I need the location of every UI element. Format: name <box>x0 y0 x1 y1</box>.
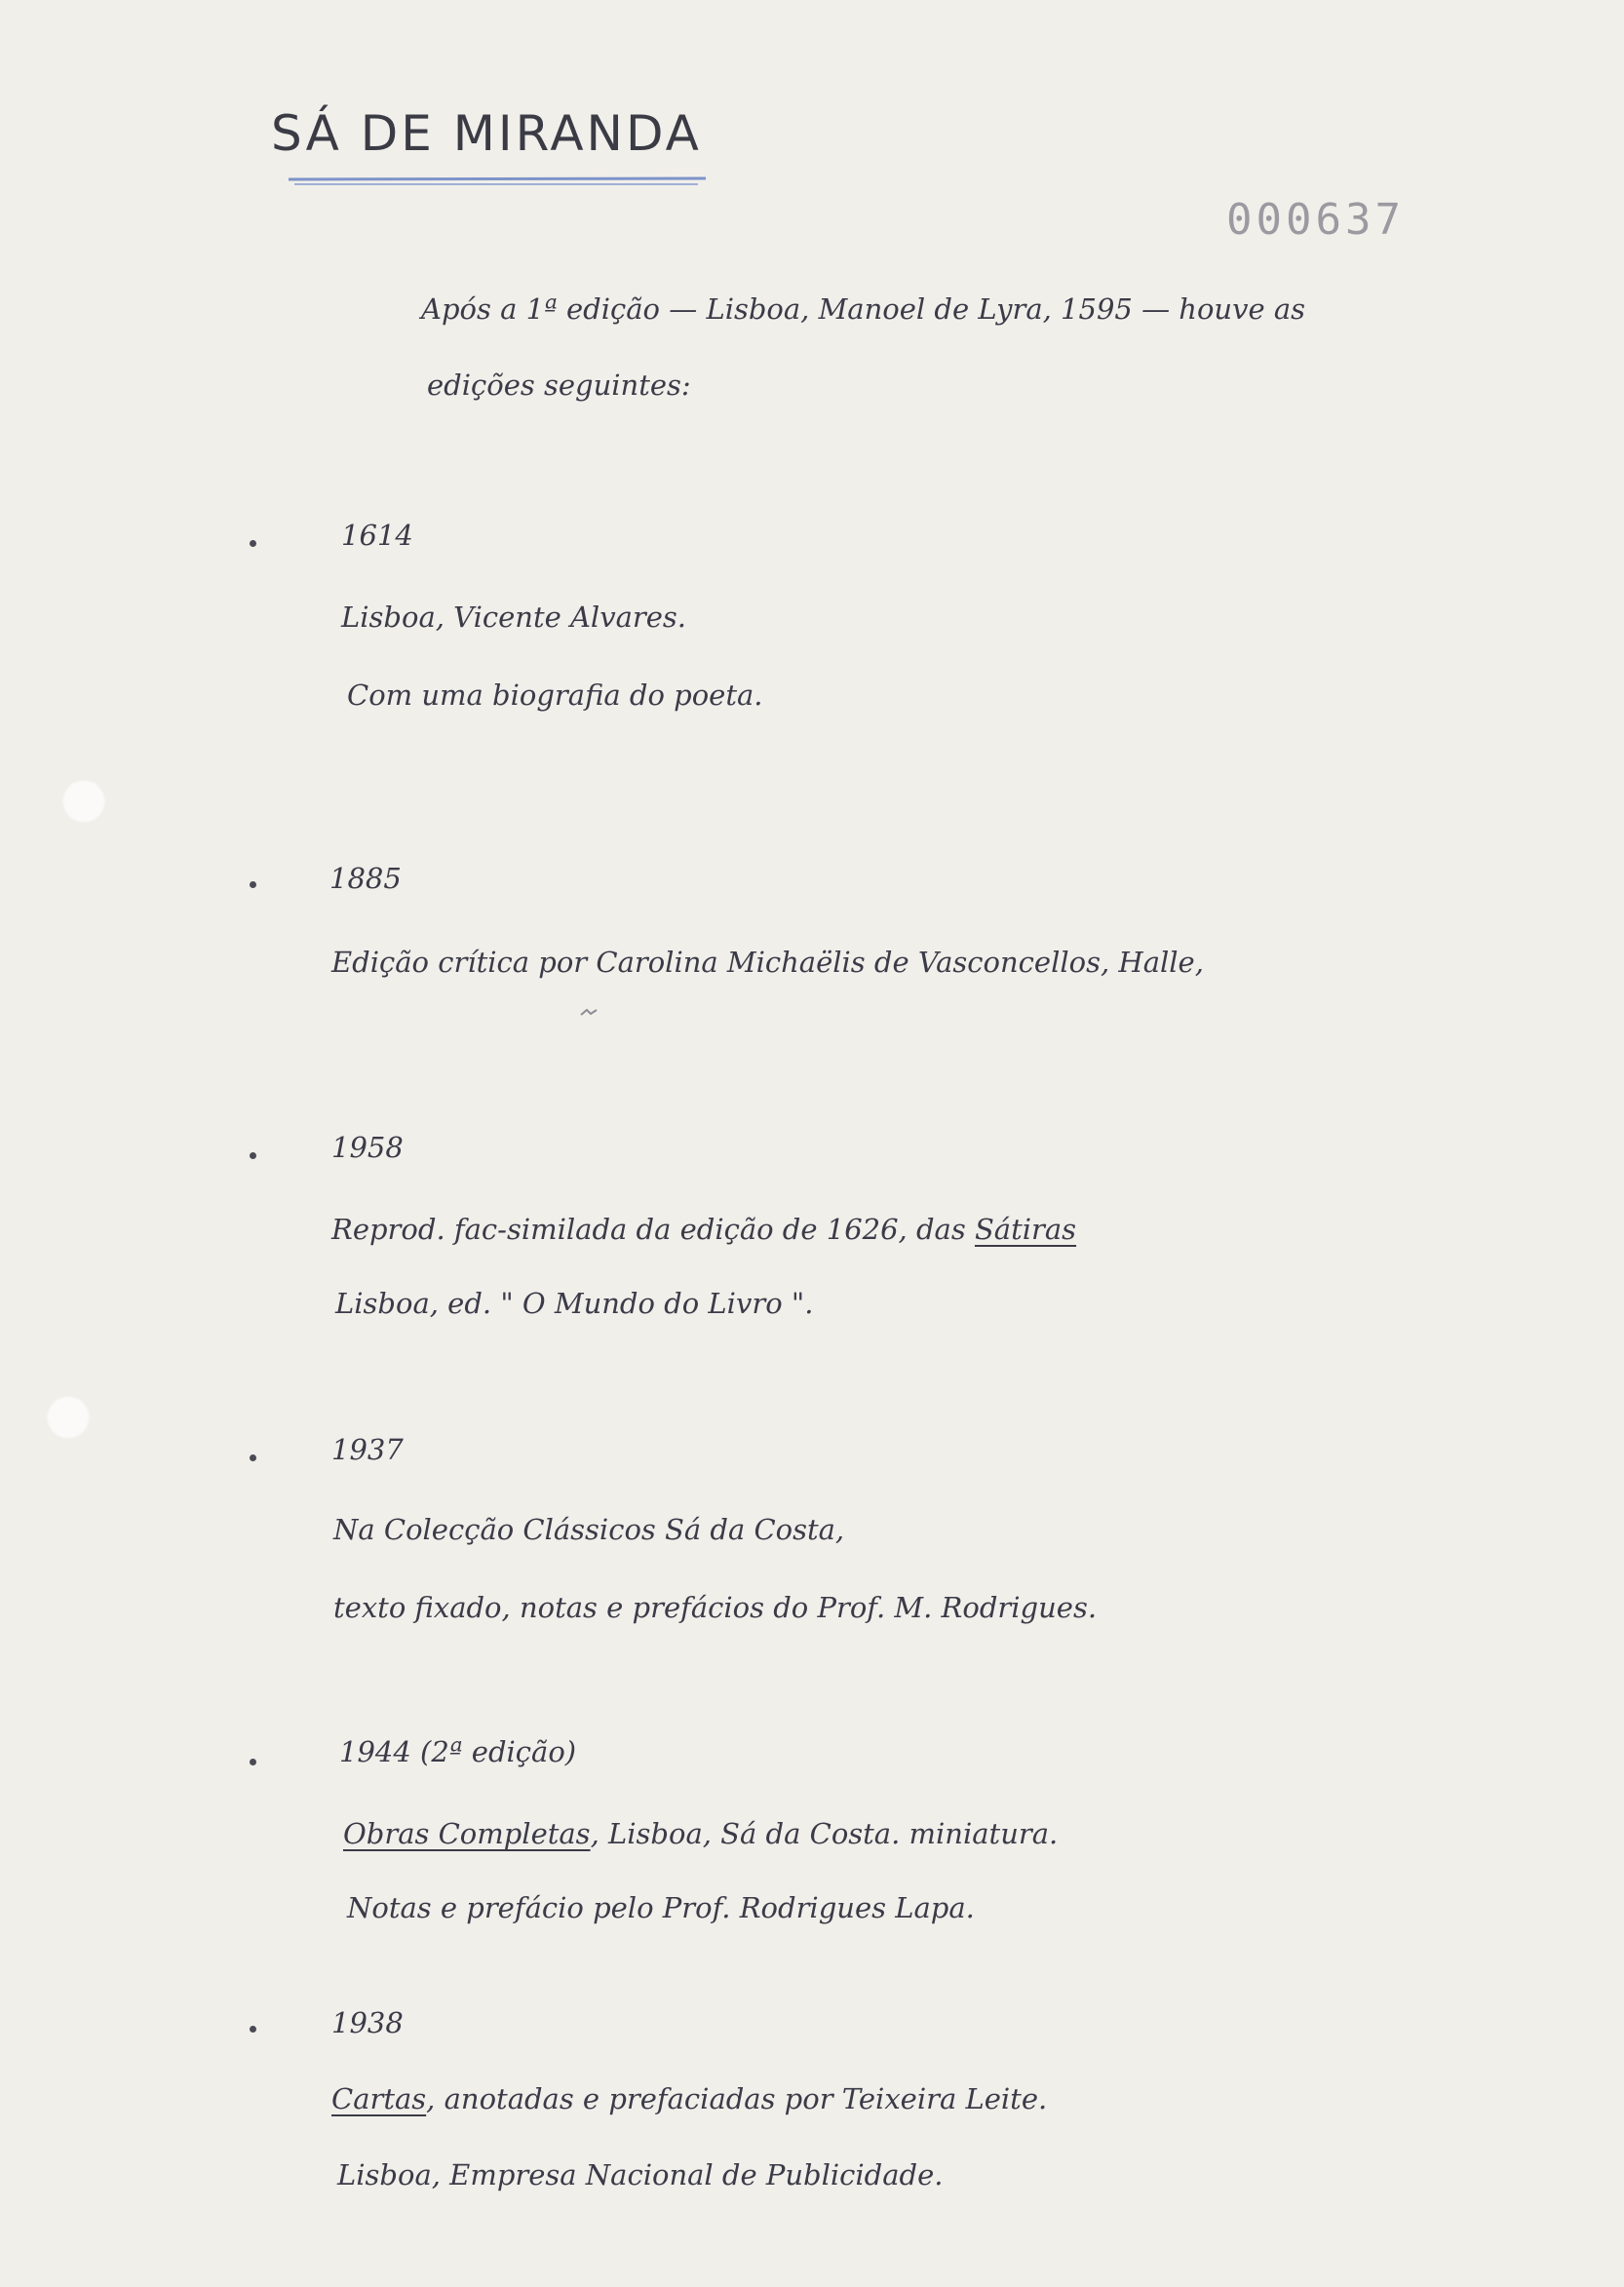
entry-year: 1938 <box>331 2006 404 2039</box>
entry-line-text: , Lisboa, Sá da Costa. miniatura. <box>590 1817 1059 1850</box>
entry-line: Lisboa, ed. " O Mundo do Livro ". <box>335 1287 814 1320</box>
entry-bullet <box>250 1152 256 1159</box>
entry-line: Com uma biografia do poeta. <box>347 678 763 712</box>
ink-smudge <box>579 1008 600 1018</box>
intro-line-2: edições seguintes: <box>427 368 691 402</box>
entry-line: Notas e prefácio pelo Prof. Rodrigues Lapa. <box>347 1891 975 1924</box>
entry-bullet <box>250 1759 256 1765</box>
entry-line-text: , anotadas e prefaciadas por Teixeira Leite. <box>426 2082 1048 2115</box>
entry-line: Edição crítica por Carolina Michaëlis de Vasconcellos, Halle, <box>331 946 1204 979</box>
entry-bullet <box>250 540 256 547</box>
entry-bullet <box>250 881 256 888</box>
entry-year: 1937 <box>331 1433 404 1466</box>
work-title: Obras Completas <box>343 1817 591 1850</box>
title-underline <box>289 175 706 189</box>
entry-year: 1885 <box>329 862 402 895</box>
punch-hole <box>47 1396 90 1439</box>
entry-line: texto fixado, notas e prefácios do Prof. M. Rodrigues. <box>333 1591 1098 1624</box>
page-title: SÁ DE MIRANDA <box>271 105 702 162</box>
punch-hole <box>62 780 105 823</box>
serial-number: 000637 <box>1226 195 1405 245</box>
work-title: Sátiras <box>974 1213 1077 1246</box>
entry-line <box>331 1213 1076 1246</box>
entry-line-text: Reprod. fac-similada da edição de 1626, das <box>331 1213 975 1246</box>
entry-line: Lisboa, Vicente Alvares. <box>341 601 687 634</box>
entry-line <box>343 1817 1058 1850</box>
entry-year: 1614 <box>341 519 413 552</box>
entry-line <box>331 2082 1047 2115</box>
entry-bullet <box>250 2026 256 2033</box>
entry-year: 1958 <box>331 1131 404 1164</box>
entry-bullet <box>250 1454 256 1461</box>
entry-line: Lisboa, Empresa Nacional de Publicidade. <box>337 2158 944 2191</box>
entry-year: 1944 (2ª edição) <box>339 1735 577 1768</box>
intro-line-1: Após a 1ª edição — Lisboa, Manoel de Lyra, 1595 — houve as <box>421 292 1306 326</box>
work-title: Cartas <box>331 2082 427 2115</box>
entry-line: Na Colecção Clássicos Sá da Costa, <box>333 1513 845 1546</box>
